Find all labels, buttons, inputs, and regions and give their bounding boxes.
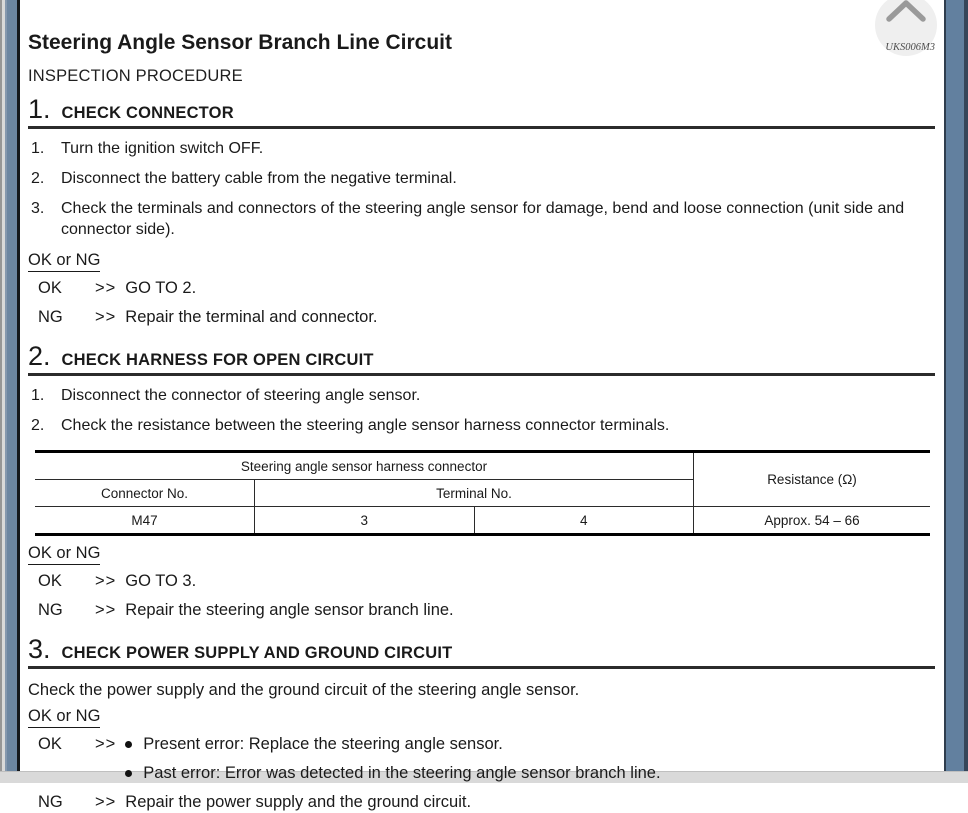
result-row — [28, 278, 935, 299]
bullet-text: Present error: Replace the steering angle sensor. — [143, 735, 503, 753]
table-resistance-header: Resistance (Ω) — [694, 452, 931, 507]
table-connector-header: Connector No. — [35, 480, 255, 507]
step-number: 1. — [31, 140, 45, 157]
step-item — [28, 168, 935, 189]
table-cell-resistance: Approx. 54 – 66 — [694, 507, 931, 535]
result-text: Repair the terminal and connector. — [125, 308, 378, 326]
result-bullets — [125, 734, 935, 784]
section-title: CHECK CONNECTOR — [61, 104, 234, 122]
result-row — [28, 571, 935, 592]
document-content — [28, 0, 935, 813]
result-row — [28, 600, 935, 621]
table-row — [35, 452, 930, 480]
page-title: Steering Angle Sensor Branch Line Circuit — [28, 31, 452, 54]
table-cell-terminal-b: 4 — [474, 507, 694, 535]
ok-or-ng-label — [28, 251, 935, 270]
result-text: GO TO 2. — [125, 279, 197, 297]
result-arrow: >> — [95, 279, 117, 297]
table-row — [35, 507, 930, 535]
title-row — [28, 30, 935, 55]
result-label: NG — [38, 793, 63, 811]
bullet-line — [125, 763, 935, 784]
bullet-icon — [125, 770, 132, 777]
result-label: NG — [38, 308, 63, 326]
step-text: Turn the ignition switch OFF. — [61, 140, 264, 157]
step-number: 3. — [31, 200, 45, 217]
step-text: Check the terminals and connectors of the steering angle sensor for damage, bend and loose connection (unit side and connector side). — [61, 200, 905, 238]
result-text: GO TO 3. — [125, 572, 197, 590]
result-text: Repair the steering angle sensor branch line. — [125, 601, 454, 619]
result-label: OK — [38, 735, 62, 753]
result-arrow: >> — [95, 735, 117, 753]
ok-or-ng-label — [28, 544, 935, 563]
section-3-intro: Check the power supply and the ground circuit of the steering angle sensor. — [28, 681, 580, 699]
window-left-border — [0, 0, 20, 772]
result-arrow: >> — [95, 601, 117, 619]
step-item — [28, 138, 935, 159]
step-item — [28, 415, 935, 436]
resistance-table — [35, 450, 930, 536]
result-row — [28, 734, 935, 784]
section-2-steps — [28, 385, 935, 436]
section-number: 2. — [28, 341, 51, 371]
bullet-line — [125, 734, 935, 755]
result-text: Repair the power supply and the ground circuit. — [125, 793, 472, 811]
result-label: OK — [38, 572, 62, 590]
table-cell-terminal-a: 3 — [255, 507, 475, 535]
section-rule — [28, 126, 935, 129]
ok-or-ng-text: OK or NG — [28, 251, 100, 272]
step-item — [28, 385, 935, 406]
procedure-subtitle: INSPECTION PROCEDURE — [28, 67, 243, 85]
result-arrow: >> — [95, 793, 117, 811]
section-rule — [28, 373, 935, 376]
step-text: Check the resistance between the steering angle sensor harness connector terminals. — [61, 417, 670, 434]
ok-or-ng-text: OK or NG — [28, 707, 100, 728]
section-title: CHECK HARNESS FOR OPEN CIRCUIT — [61, 351, 374, 369]
result-label: OK — [38, 279, 62, 297]
result-row — [28, 307, 935, 328]
section-1-steps — [28, 138, 935, 240]
step-number: 1. — [31, 387, 45, 404]
section-title: CHECK POWER SUPPLY AND GROUND CIRCUIT — [61, 644, 453, 662]
step-text: Disconnect the connector of steering angle sensor. — [61, 387, 421, 404]
window-right-border — [944, 0, 968, 772]
result-arrow: >> — [95, 572, 117, 590]
result-row — [28, 792, 935, 813]
ok-or-ng-text: OK or NG — [28, 544, 100, 565]
step-number: 2. — [31, 417, 45, 434]
table-terminal-header: Terminal No. — [255, 480, 694, 507]
section-2-heading — [28, 342, 935, 370]
bullet-icon — [125, 741, 132, 748]
ok-or-ng-label — [28, 707, 935, 726]
result-label: NG — [38, 601, 63, 619]
step-text: Disconnect the battery cable from the negative terminal. — [61, 170, 457, 187]
result-arrow: >> — [95, 308, 117, 326]
step-item — [28, 198, 935, 240]
section-1-heading — [28, 95, 935, 123]
section-rule — [28, 666, 935, 669]
table-group-header: Steering angle sensor harness connector — [35, 452, 694, 480]
table-cell-connector: M47 — [35, 507, 255, 535]
section-number: 3. — [28, 634, 51, 664]
section-3-heading — [28, 635, 935, 663]
bullet-text: Past error: Error was detected in the steering angle sensor branch line. — [143, 764, 661, 782]
step-number: 2. — [31, 170, 45, 187]
document-code: UKS006M3 — [885, 42, 935, 53]
section-number: 1. — [28, 94, 51, 124]
